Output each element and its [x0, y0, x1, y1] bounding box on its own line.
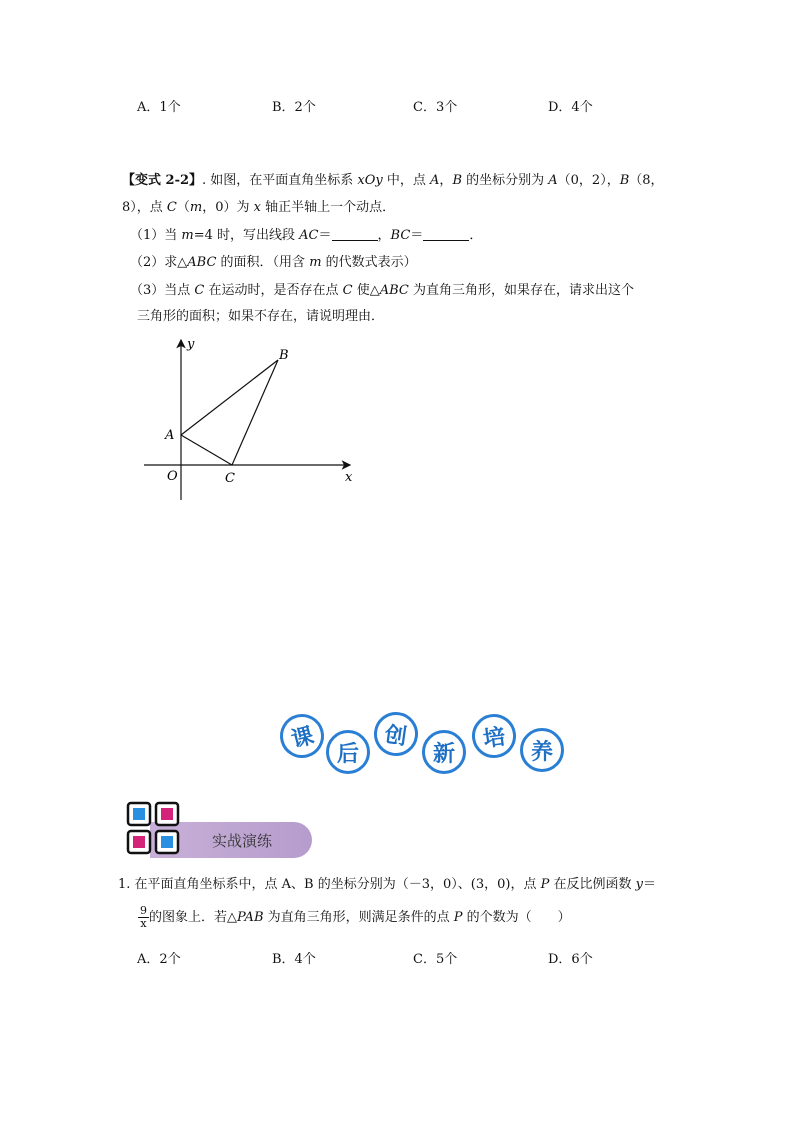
- answer-blank-ac[interactable]: [332, 227, 378, 241]
- variant-tag: 【变式 2-2】: [122, 173, 203, 188]
- banner-char-4: 新: [422, 730, 466, 774]
- problem-1-option-d: D．6个: [548, 952, 593, 967]
- label-c: C: [225, 471, 235, 486]
- fraction-9-over-x: $\frac{9}{x}$: [140, 904, 147, 930]
- answer-blank-bc[interactable]: [423, 227, 469, 241]
- after-class-banner: [270, 706, 590, 790]
- problem-1-line-2: $\frac{9}{x}$ 的图象上．若△PAB 为直角三角形，则满足条件的点 P 的个数为（ ）: [140, 904, 571, 930]
- section-title: 实战演练: [212, 831, 273, 850]
- question-1: （1）当 m=4 时，写出线段 AC＝ ，BC＝ ．: [130, 228, 483, 243]
- segment-bc: [232, 360, 278, 465]
- banner-char-3: 创: [371, 709, 421, 759]
- problem-1-option-c: C．5个: [413, 952, 458, 967]
- label-b: B: [279, 348, 289, 363]
- label-y: y: [187, 337, 195, 352]
- banner-char-5: 培: [469, 711, 519, 761]
- option-d: D．4个: [548, 100, 593, 115]
- coordinate-figure: [140, 335, 365, 505]
- variant-line-1: 【变式 2-2】. 如图，在平面直角坐标系 xOy 中，点 A，B 的坐标分别为 A（0，2），B（8，: [122, 173, 664, 188]
- question-3-line-2: 三角形的面积；如果不存在，请说明理由．: [137, 309, 385, 324]
- segment-ab: [181, 360, 278, 435]
- label-o: O: [167, 469, 178, 484]
- section-logo-icon: [126, 801, 184, 859]
- option-a: A．1个: [137, 100, 181, 115]
- banner-char-1: 课: [275, 709, 329, 763]
- problem-1-option-b: B．4个: [272, 952, 316, 967]
- label-a: A: [165, 428, 175, 443]
- banner-char-6: 养: [520, 728, 564, 772]
- variant-line-2: 8），点 C（m，0）为 x 轴正半轴上一个动点．: [122, 200, 396, 215]
- question-3: （3）当点 C 在运动时，是否存在点 C 使△ABC 为直角三角形，如果存在，请求出这个: [130, 283, 634, 298]
- problem-1-line-1: 1. 在平面直角坐标系中，点 A、B 的坐标分别为（－3，0）、(3，0)，点 P 在反比例函数 y＝: [118, 877, 656, 892]
- question-2: （2）求△ABC 的面积．（用含 m 的代数式表示）: [130, 255, 417, 270]
- segment-ac: [181, 435, 232, 465]
- problem-1-option-a: A．2个: [137, 952, 181, 967]
- option-b: B．2个: [272, 100, 316, 115]
- banner-char-2: 后: [326, 730, 370, 774]
- option-c: C．3个: [413, 100, 458, 115]
- label-x: x: [345, 470, 353, 485]
